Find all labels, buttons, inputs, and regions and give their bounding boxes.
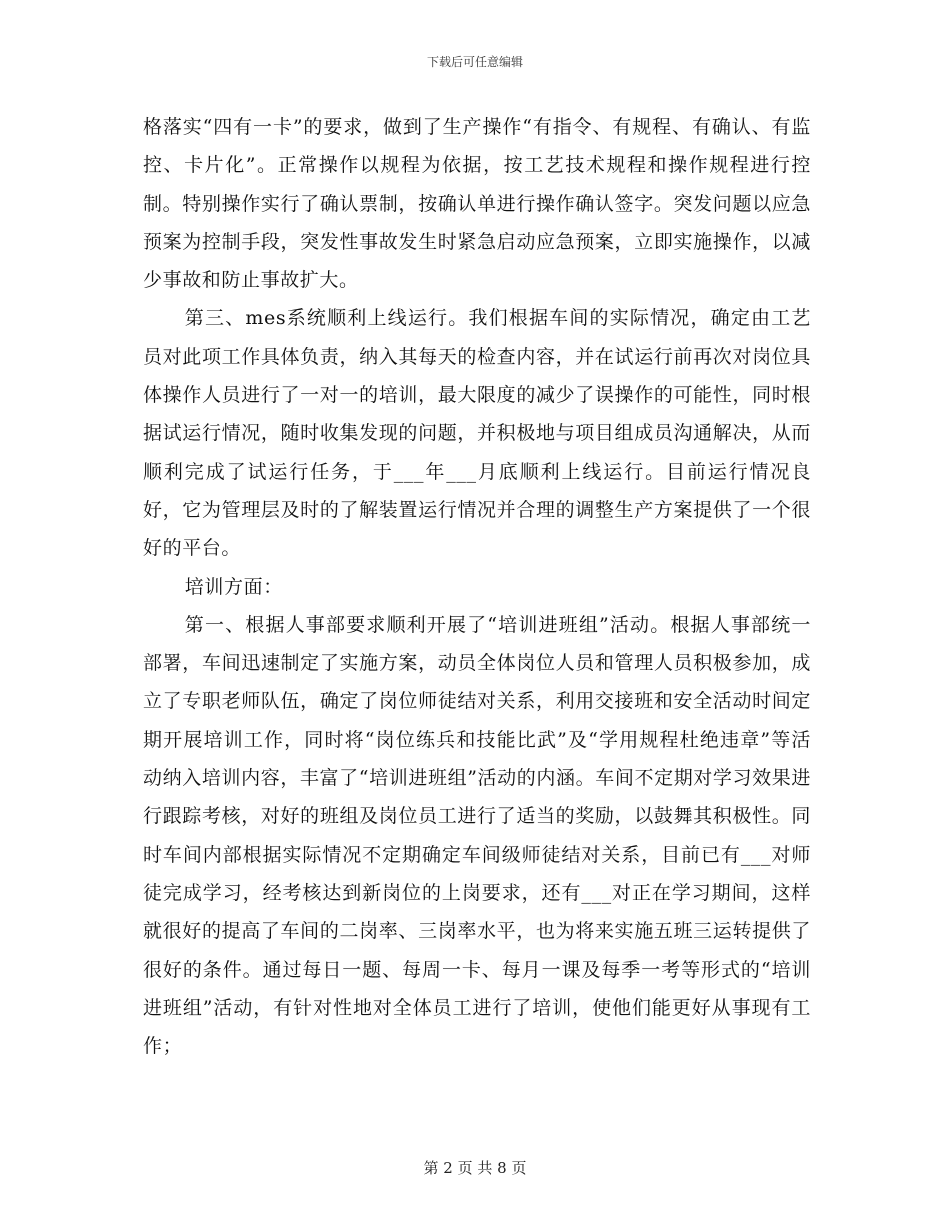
document-body (143, 108, 811, 1065)
header-note: 下载后可任意编辑 (426, 55, 523, 69)
paragraph-continued: 格落实“四有一卡”的要求，做到了生产操作“有指令、有规程、有确认、有监控、卡片化”。正常操作以规程为依据，按工艺技术规程和操作规程进行控制。特别操作实行了确认票制，按确认单进行操作确认签字。突发问题以应急预案为控制手段，突发性事故发生时紧急启动应急预案，立即实施操作，以减少事故和防止事故扩大。 (143, 116, 811, 292)
page-number: 第 2 页 共 8 页 (423, 1159, 527, 1177)
section-heading-training: 培训方面： (184, 575, 283, 598)
paragraph-mes-system: 第三、mes系统顺利上线运行。我们根据车间的实际情况，确定由工艺员对此项工作具体负责，纳入其每天的检查内容，并在试运行前再次对岗位具体操作人员进行了一对一的培训，最大限度的减少了误操作的可能性，同时根据试运行情况，随时收集发现的问题，并积极地与项目组成员沟通解决，从而顺利完成了试运行任务，于___年___月底顺利上线运行。目前运行情况良好，它为管理层及时的了解装置运行情况并合理的调整生产方案提供了一个很好的平台。 (143, 307, 811, 560)
paragraph-training-first: 第一、根据人事部要求顺利开展了“培训进班组”活动。根据人事部统一部署，车间迅速制定了实施方案，动员全体岗位人员和管理人员积极参加，成立了专职老师队伍，确定了岗位师徒结对关系，利用交接班和安全活动时间定期开展培训工作，同时将“岗位练兵和技能比武”及“学用规程杜绝违章”等活动纳入培训内容，丰富了“培训进班组”活动的内涵。车间不定期对学习效果进行跟踪考核，对好的班组及岗位员工进行了适当的奖励，以鼓舞其积极性。同时车间内部根据实际情况不定期确定车间级师徒结对关系，目前已有___对师徒完成学习，经考核达到新岗位的上岗要求，还有___对正在学习期间，这样就很好的提高了车间的二岗率、三岗率水平，也为将来实施五班三运转提供了很好的条件。通过每日一题、每周一卡、每月一课及每季一考等形式的“培训进班组”活动，有针对性地对全体员工进行了培训，使他们能更好从事现有工作； (143, 613, 811, 1058)
